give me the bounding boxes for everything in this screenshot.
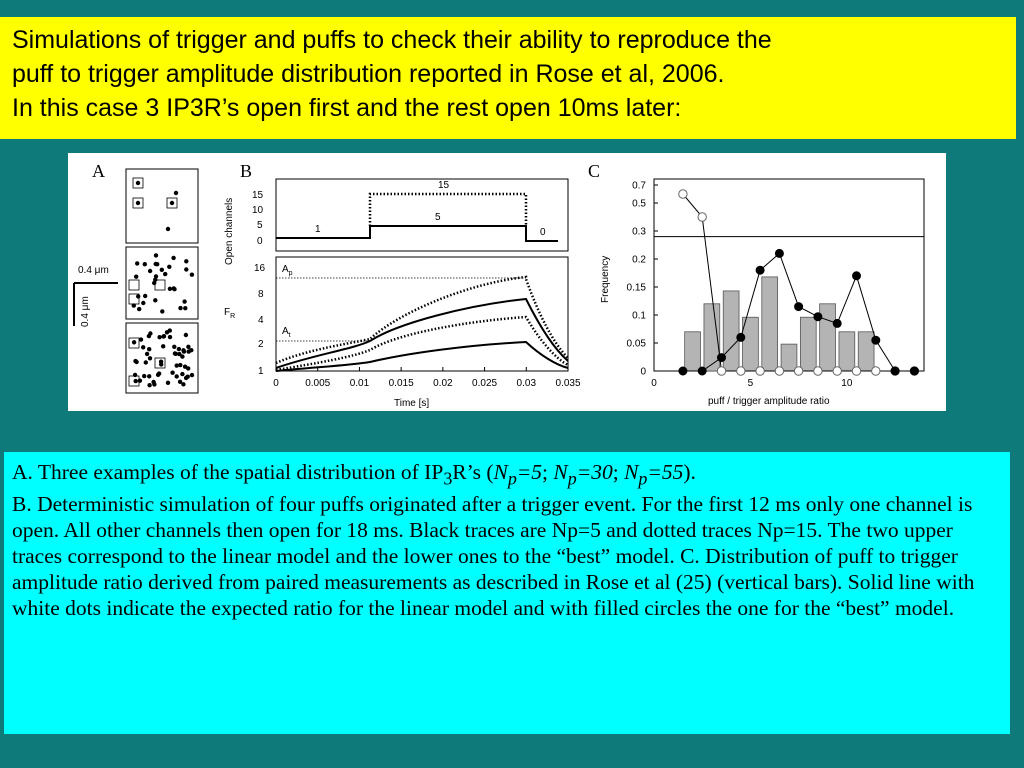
open-circle-point	[833, 367, 841, 375]
channel-dot	[161, 344, 165, 348]
panel-a-box-np5	[126, 169, 198, 243]
channel-dots-np5	[133, 178, 178, 231]
fluorescence-yticks	[254, 263, 266, 377]
open-channels-frame	[276, 179, 568, 251]
channel-dot	[137, 307, 141, 311]
channel-dot	[134, 379, 138, 383]
channel-dot	[174, 191, 178, 195]
channel-dot	[184, 333, 188, 337]
caption-a: A. Three examples of the spatial distribution of $IP_3R’s$ ($N_p=5$; $N_p=30$; $N_p=55$).	[12, 460, 696, 489]
title-line-3: In this case 3 IP3R’s open first and the rest open 10ms later:	[12, 94, 682, 122]
trace-label-0: 0	[540, 227, 546, 238]
channel-dot	[175, 374, 179, 378]
channel-dot	[148, 269, 152, 273]
histogram-bar	[743, 317, 759, 371]
trace-label-5: 5	[435, 212, 441, 223]
channel-dot	[134, 360, 138, 364]
xtick-label: 0.01	[349, 378, 370, 389]
channel-dot	[181, 382, 185, 386]
ylabel-r: R	[230, 313, 236, 320]
caption-b: B. Deterministic simulation of four puffs originated after a trigger event. For the first 12 ms only one channel is open. All other channels then open for 18 ms. Black traces are Np=5 and dotted traces Np=15. The two upper traces correspond to the linear model and the lower ones to the “best” model. C. Distribution of puff to trigger amplitude ratio derived from paired measurements as described in Rose et al (25) (vertical bars). Solid line with white dots indicate the expected ratio for the linear model and with filled circles the one for the “best” model.	[12, 492, 975, 621]
open-circle-point	[737, 367, 745, 375]
ytick-10: 10	[252, 205, 264, 216]
panel-b-letter: B	[240, 161, 253, 181]
title-box	[0, 17, 1016, 139]
highlight-square	[129, 280, 139, 290]
channel-dot	[167, 265, 171, 269]
open-circle-point	[852, 367, 860, 375]
scale-label-vertical: 0.4 μm	[80, 296, 91, 327]
ytick-label: 0.15	[626, 282, 646, 294]
channel-dot	[147, 334, 151, 338]
filled-circle-point	[718, 354, 726, 362]
channel-dot	[154, 253, 158, 257]
channel-dot	[134, 275, 138, 279]
xtick-label: 5	[747, 378, 754, 389]
channel-dot	[147, 374, 151, 378]
channel-dot	[160, 309, 164, 313]
panel-b	[224, 161, 581, 409]
filled-circle-point	[756, 266, 764, 274]
channel-dot	[184, 376, 188, 380]
channel-dot	[136, 201, 140, 205]
np-30: $N_p=30$	[553, 460, 613, 489]
ytick-5: 5	[257, 220, 263, 231]
ytick-label: 0	[640, 366, 646, 378]
channel-dot	[156, 373, 160, 377]
histogram-bar	[800, 317, 816, 371]
ytick-8: 8	[258, 289, 264, 300]
ylabel-f: F	[224, 307, 231, 318]
panel-a-letter: A	[92, 161, 105, 181]
channel-dot	[190, 273, 194, 277]
open-circle-point	[679, 190, 687, 198]
open-circle-point	[698, 213, 706, 221]
fr-trace-best-np5	[276, 342, 568, 371]
ytick-2: 2	[258, 339, 264, 350]
scale-label-horizontal: 0.4 μm	[78, 265, 109, 276]
channel-dot	[182, 299, 186, 303]
open-circle-point	[717, 367, 725, 375]
channel-dot	[157, 335, 161, 339]
filled-circle-point	[910, 367, 918, 375]
xtick-label: 0.025	[472, 378, 498, 389]
filled-circle-point	[698, 367, 706, 375]
ytick-1: 1	[258, 366, 264, 377]
distribution-chart	[627, 181, 924, 390]
ytick-label: 0.05	[626, 338, 646, 350]
open-circle-point	[756, 367, 764, 375]
panel-a	[74, 161, 198, 393]
distribution-ylabel: Frequency	[600, 255, 611, 303]
channel-dot	[170, 371, 174, 375]
caption-a-text: A. Three examples of the spatial distribution of IP	[12, 460, 444, 484]
channel-dot	[186, 345, 190, 349]
channel-dot	[159, 362, 163, 366]
xtick-label: 0.02	[433, 378, 453, 389]
open-circle-point	[872, 367, 880, 375]
channel-dot	[153, 298, 157, 302]
ap-label	[282, 264, 293, 277]
channel-dot	[190, 373, 194, 377]
channel-dot	[180, 372, 184, 376]
xtick-label: 0.015	[388, 378, 414, 389]
channel-dot	[168, 328, 172, 332]
xtick-label: 0	[651, 378, 657, 389]
channel-dot	[142, 374, 146, 378]
caption-box	[4, 452, 1010, 734]
histogram-bar	[839, 332, 855, 371]
open-circle-point	[794, 367, 802, 375]
channel-dot	[166, 227, 170, 231]
channel-dot	[166, 381, 170, 385]
channel-dot	[186, 366, 190, 370]
channel-dot	[143, 262, 147, 266]
channel-dot	[147, 347, 151, 351]
channel-dot	[145, 352, 149, 356]
xtick-label: 0.03	[516, 378, 537, 389]
xtick-label: 0.005	[305, 378, 331, 389]
filled-circle-point	[737, 333, 745, 341]
filled-circle-point	[833, 319, 841, 327]
channel-dot	[178, 306, 182, 310]
filled-circle-point	[853, 272, 861, 280]
at-label-main: A	[282, 326, 289, 337]
filled-circle-point	[679, 367, 687, 375]
channel-dot	[148, 356, 152, 360]
distribution-xlabel: puff / trigger amplitude ratio	[708, 396, 830, 407]
channel-dot	[133, 373, 137, 377]
ap-label-main: A	[282, 264, 289, 275]
filled-circle-point	[872, 336, 880, 344]
channel-dot	[155, 262, 159, 266]
channel-dot	[135, 261, 139, 265]
title-line-2: puff to trigger amplitude distribution reported in Rose et al, 2006.	[12, 60, 725, 88]
histogram-bar	[762, 277, 778, 371]
channel-dots-np55	[129, 328, 194, 387]
channel-dot	[189, 348, 193, 352]
filled-circle-point	[795, 303, 803, 311]
channel-dots-np30	[129, 253, 194, 313]
caption-subscript-3: 3	[443, 468, 453, 489]
at-label	[282, 326, 291, 339]
ytick-label: 0.7	[632, 180, 646, 192]
ytick-16: 16	[254, 263, 266, 274]
channel-dot	[163, 272, 167, 276]
channel-dot	[136, 294, 140, 298]
open-channels-trace-np15	[370, 194, 526, 226]
xtick-label: 10	[841, 378, 853, 389]
channel-dot	[147, 383, 151, 387]
channel-dot	[184, 259, 188, 263]
caption-a-text-2: R’s (	[452, 460, 494, 484]
ap-label-sub: p	[288, 270, 293, 277]
channel-dot	[183, 306, 187, 310]
histogram-bar	[858, 332, 874, 371]
trace-label-15: 15	[438, 180, 450, 191]
channel-dot	[136, 181, 140, 185]
channel-dot	[141, 345, 145, 349]
panel-c	[588, 161, 924, 407]
channel-dot	[171, 256, 175, 260]
ytick-label: 0.3	[632, 226, 646, 238]
np-5: $N_p=5$	[493, 460, 543, 489]
channel-dot	[172, 345, 176, 349]
channel-dot	[139, 337, 143, 341]
ytick-label: 0.5	[632, 198, 646, 210]
fr-trace-best-np15	[276, 317, 568, 370]
ytick-label: 0.2	[632, 254, 646, 266]
channel-dot	[168, 287, 172, 291]
xtick-label: 0.035	[555, 378, 581, 389]
title-line-1: Simulations of trigger and puffs to check their ability to reproduce the	[12, 26, 772, 54]
channel-dot	[132, 340, 136, 344]
np-55: $N_p=55$	[624, 460, 684, 489]
channel-dot	[162, 334, 166, 338]
channel-dot	[143, 294, 147, 298]
channel-dot	[168, 335, 172, 339]
histogram-bar	[781, 344, 797, 371]
time-xlabel: Time [s]	[394, 398, 430, 409]
ytick-0: 0	[257, 236, 263, 247]
panel-c-letter: C	[588, 161, 601, 181]
filled-circle-point	[891, 367, 899, 375]
channel-dot	[172, 286, 176, 290]
channel-dot	[154, 274, 158, 278]
figure-panel	[68, 153, 946, 411]
open-circle-point	[814, 367, 822, 375]
xtick-label: 0	[273, 378, 279, 389]
channel-dot	[177, 352, 181, 356]
channel-dot	[144, 360, 148, 364]
ytick-label: 0.1	[632, 310, 646, 322]
open-circle-point	[775, 367, 783, 375]
channel-dot	[184, 267, 188, 271]
channel-dot	[177, 347, 181, 351]
histogram-bar	[820, 304, 836, 371]
channel-dot	[138, 379, 142, 383]
filled-circle-point	[814, 313, 822, 321]
open-channels-ylabel: Open channels	[224, 197, 235, 265]
ytick-15: 15	[252, 190, 264, 201]
at-label-sub: t	[288, 332, 291, 339]
histogram-bar	[685, 332, 701, 371]
time-xticks	[273, 367, 581, 389]
filled-circle-point	[775, 249, 783, 257]
channel-dot	[141, 301, 145, 305]
channel-dot	[160, 268, 164, 272]
fr-trace-linear-np5	[276, 299, 568, 368]
fluorescence-ylabel	[224, 307, 235, 320]
trace-label-1: 1	[315, 224, 321, 235]
open-channels-yticks	[252, 190, 264, 247]
ytick-4: 4	[258, 315, 264, 326]
channel-dot	[182, 349, 186, 353]
channel-dot	[151, 380, 155, 384]
fluorescence-frame	[276, 257, 568, 371]
channel-dot	[170, 201, 174, 205]
channel-dot	[175, 363, 179, 367]
